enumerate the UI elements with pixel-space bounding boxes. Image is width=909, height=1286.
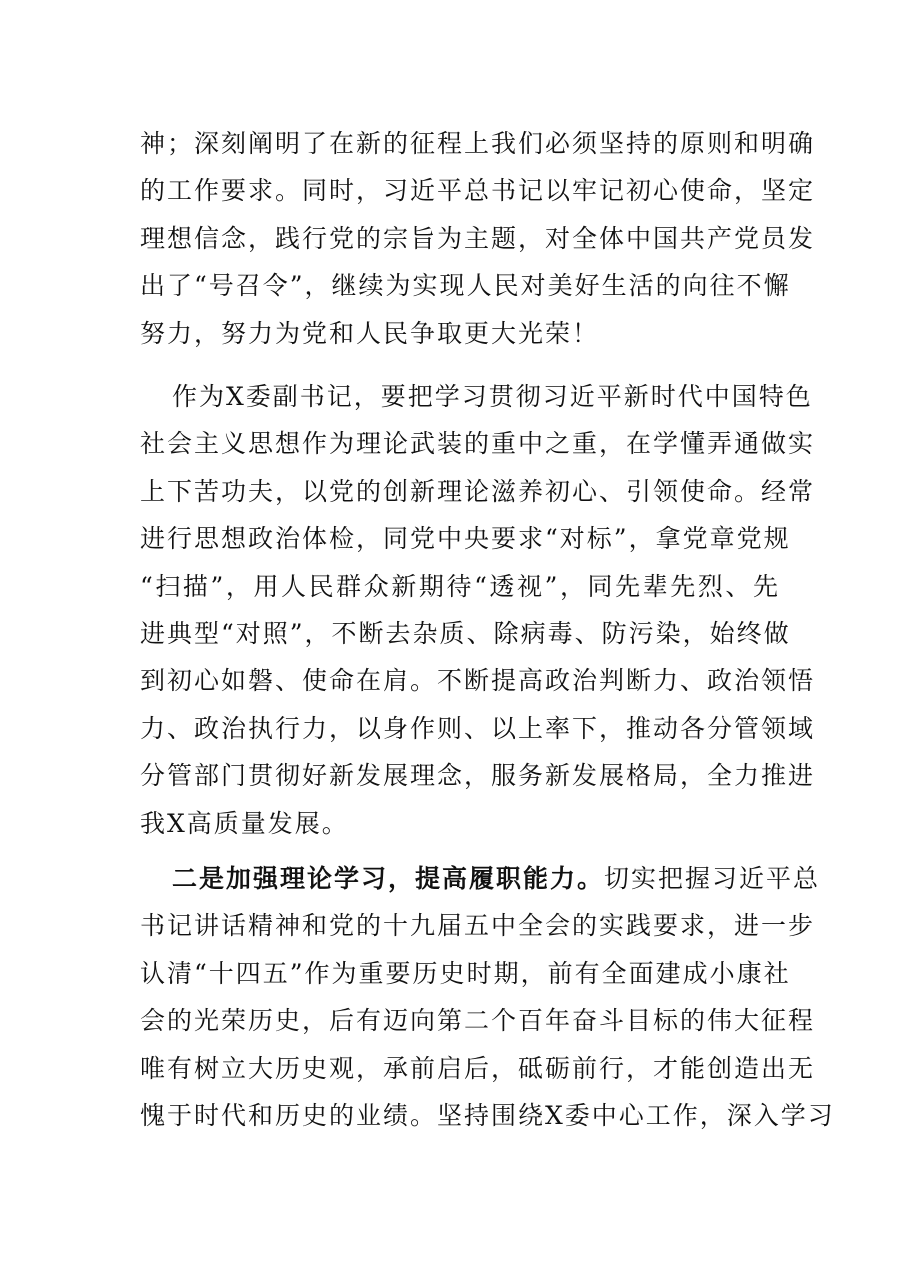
text-line: 书记讲话精神和党的十九届五中全会的实践要求，进一步	[140, 911, 816, 941]
text-line: 认清“十四五”作为重要历史时期，前有全面建成小康社	[140, 958, 791, 988]
text-line-first	[140, 855, 821, 902]
section-lead-rest: 切实把握习近平总	[604, 864, 821, 893]
text-line: 分管部门贯彻好新发展理念，服务新发展格局，全力推进	[140, 761, 816, 791]
text-line: 社会主义思想作为理论武装的重中之重，在学懂弄通做实	[140, 429, 816, 459]
text-line: 进典型“对照”，不断去杂质、除病毒、防污染，始终做	[140, 618, 791, 648]
paragraph-3	[140, 855, 835, 1139]
text-line: 上下苦功夫，以党的创新理论滋养初心、引领使命。经常	[140, 476, 816, 506]
text-line: 我X高质量发展。	[140, 808, 349, 838]
text-line: 的工作要求。同时，习近平总书记以牢记初心使命，坚定	[140, 176, 816, 206]
text-line: 会的光荣历史，后有迈向第二个百年奋斗目标的伟大征程	[140, 1006, 816, 1036]
text-line: 理想信念，践行党的宗旨为主题，对全体中国共产党员发	[140, 223, 816, 253]
text-line: 愧于时代和历史的业绩。坚持围绕X委中心工作，深入学习	[140, 1100, 835, 1130]
text-line: 神；深刻阐明了在新的征程上我们必须坚持的原则和明确	[140, 129, 816, 158]
text-line: 到初心如磐、使命在肩。不断提高政治判断力、政治领悟	[140, 666, 816, 696]
paragraph-1	[140, 120, 816, 357]
text-line: 努力，努力为党和人民争取更大光荣！	[140, 318, 600, 348]
text-line: 力、政治执行力，以身作则、以上率下，推动各分管领域	[140, 713, 816, 743]
paragraph-2	[140, 373, 816, 847]
text-line: 作为X委副书记，要把学习贯彻习近平新时代中国特色	[172, 382, 813, 411]
text-line: “扫描”，用人民群众新期待“透视”，同先辈先烈、先	[140, 571, 780, 601]
text-line: 唯有树立大历史观，承前启后，砥砺前行，才能创造出无	[140, 1053, 816, 1083]
text-line: 进行思想政治体检，同党中央要求“对标”，拿党章党规	[140, 524, 791, 554]
section-lead-heading: 二是加强理论学习，提高履职能力。	[172, 864, 605, 893]
text-line: 出了“号召令”，继续为实现人民对美好生活的向往不懈	[140, 271, 791, 301]
